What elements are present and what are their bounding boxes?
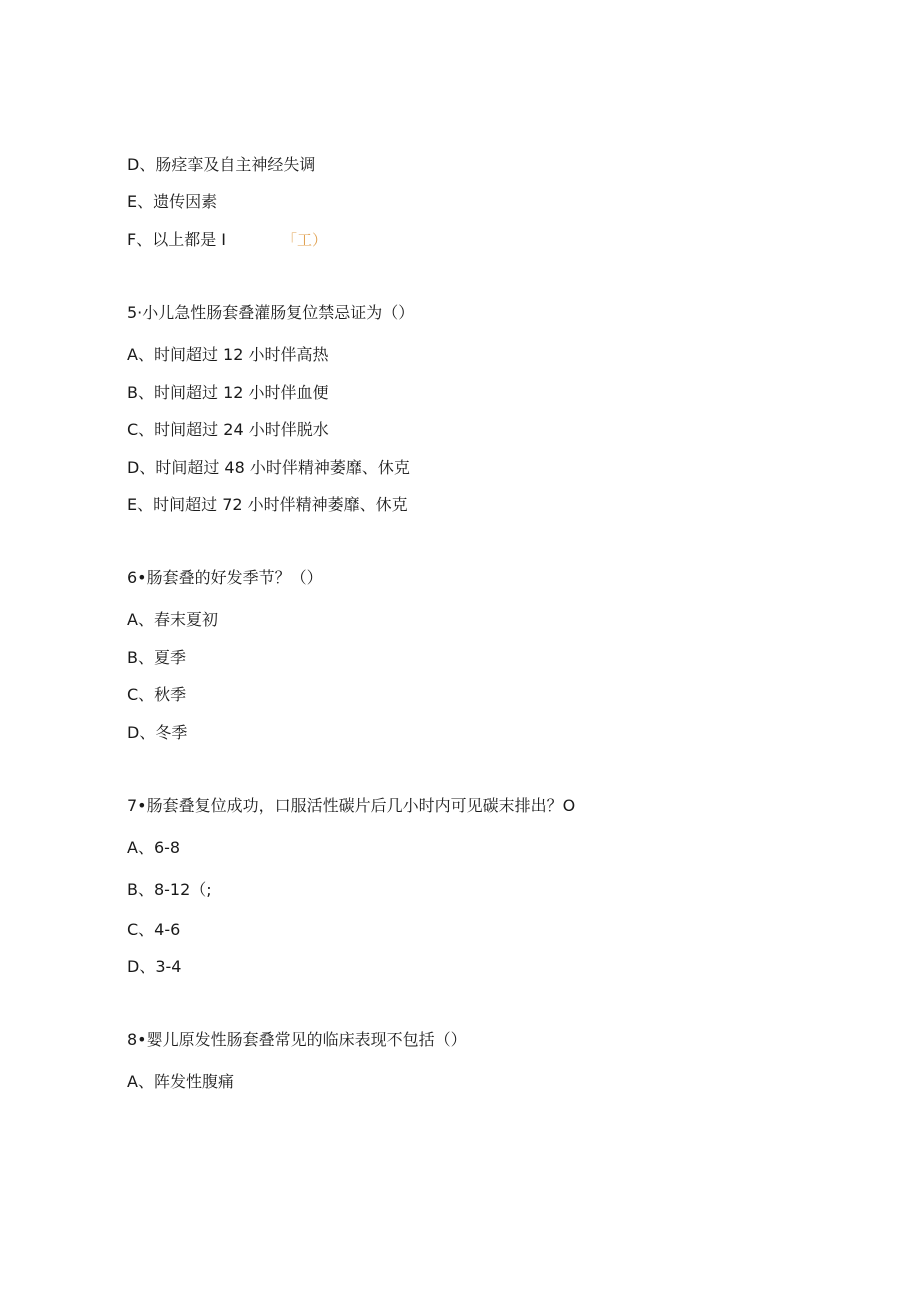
option-5a: A、时间超过 12 小时伴高热 <box>127 345 329 364</box>
option-6c: C、秋季 <box>127 685 187 704</box>
question-8: 8•婴儿原发性肠套叠常见的临床表现不包括（） <box>127 1030 467 1049</box>
option-6b: B、夏季 <box>127 648 186 667</box>
option-5d: D、时间超过 48 小时伴精神萎靡、休克 <box>127 458 410 477</box>
answer-mark: 「工） <box>282 231 328 249</box>
option-4f: F、以上都是 I <box>127 230 227 249</box>
question-6: 6•肠套叠的好发季节？（） <box>127 568 323 587</box>
option-7a: A、6-8 <box>127 838 181 857</box>
option-4e: E、遗传因素 <box>127 192 218 211</box>
option-5b: B、时间超过 12 小时伴血便 <box>127 383 329 402</box>
question-7: 7•肠套叠复位成功，口服活性碳片后几小时内可见碳末排出？O <box>127 796 576 815</box>
option-6d: D、冬季 <box>127 723 188 742</box>
option-5e: E、时间超过 72 小时伴精神萎靡、休克 <box>127 495 408 514</box>
option-5c: C、时间超过 24 小时伴脱水 <box>127 420 329 439</box>
question-5: 5·小儿急性肠套叠灌肠复位禁忌证为（） <box>127 303 415 322</box>
option-8a: A、阵发性腹痛 <box>127 1072 234 1091</box>
option-7d: D、3-4 <box>127 957 182 976</box>
option-4d: D、肠痉挛及自主神经失调 <box>127 155 316 174</box>
option-6a: A、春末夏初 <box>127 610 218 629</box>
option-7b: B、8-12（; <box>127 880 212 899</box>
option-7c: C、4-6 <box>127 920 181 939</box>
